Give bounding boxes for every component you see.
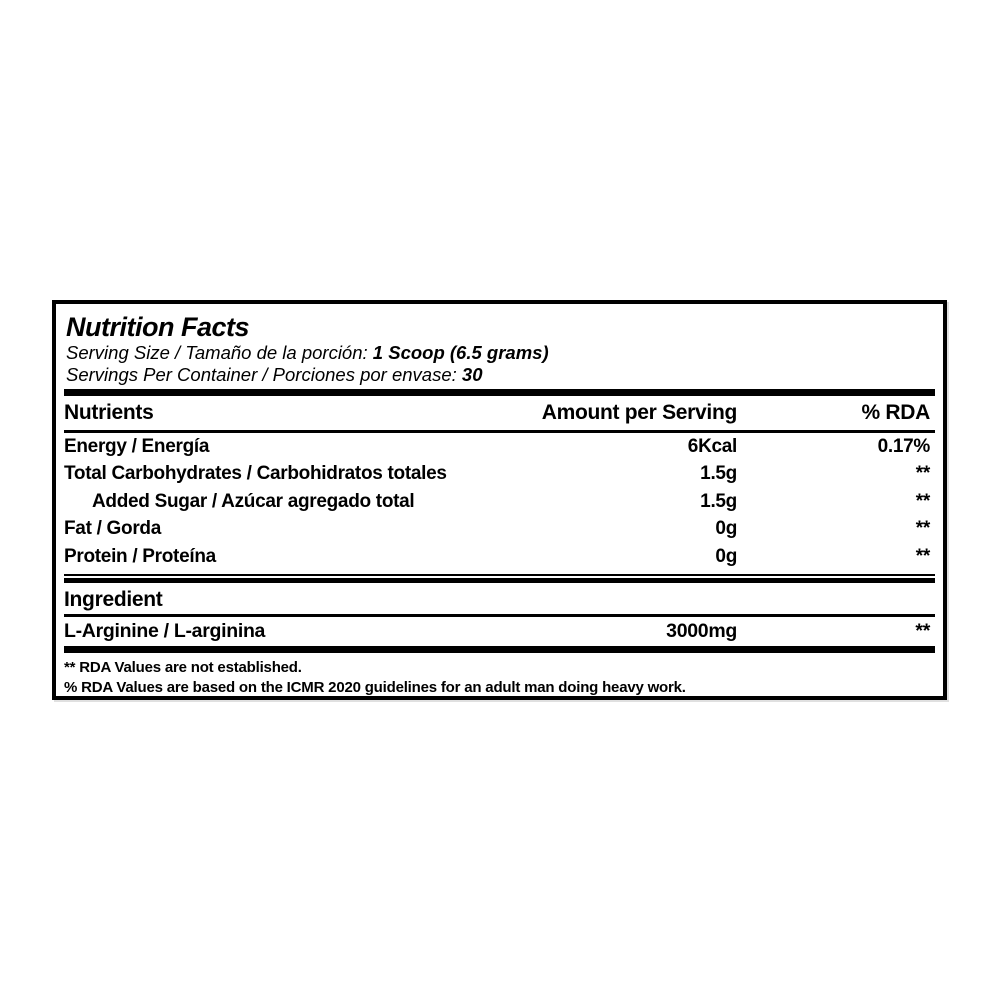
footnotes — [64, 659, 935, 697]
nutrient-name: Fat / Gorda — [64, 518, 161, 540]
table-row — [64, 461, 935, 489]
nutrient-amount: 0g — [715, 545, 737, 567]
thick-divider-top — [64, 389, 935, 396]
footnote-rda-not-established: ** RDA Values are not established. — [64, 658, 302, 676]
thick-divider-bottom — [64, 646, 935, 653]
table-row — [64, 488, 935, 516]
header-nutrients: Nutrients — [64, 401, 154, 424]
header-amount-per-serving: Amount per Serving — [541, 401, 737, 424]
serving-size-value: 1 Scoop (6.5 grams) — [372, 342, 549, 363]
nutrient-amount: 1.5g — [700, 490, 737, 512]
nutrient-rda: 0.17% — [877, 435, 930, 457]
table-header-row — [64, 396, 935, 430]
nutrient-name: Energy / Energía — [64, 435, 210, 457]
ingredient-rda: ** — [915, 619, 930, 642]
ingredient-row — [64, 617, 935, 646]
footnote-rda-basis: % RDA Values are based on the ICMR 2020 guidelines for an adult man doing heavy work. — [64, 678, 686, 696]
ingredient-name: L-Arginine / L-arginina — [64, 619, 266, 642]
nutrient-rda: ** — [915, 545, 930, 567]
nutrient-rda: ** — [915, 463, 930, 485]
servings-per-container-value: 30 — [461, 364, 483, 385]
nutrient-rda: ** — [915, 490, 930, 512]
nutrition-facts-panel — [52, 300, 947, 700]
nutrient-name: Protein / Proteína — [64, 545, 216, 567]
nutrition-facts-title: Nutrition Facts — [66, 312, 250, 342]
nutrient-amount: 0g — [715, 518, 737, 540]
nutrient-rda: ** — [915, 518, 930, 540]
nutrient-amount: 6Kcal — [687, 435, 737, 457]
nutrient-name: Added Sugar / Azúcar agregado total — [92, 490, 415, 512]
serving-size-line — [64, 342, 935, 364]
double-divider — [64, 574, 935, 583]
nutrient-amount: 1.5g — [700, 463, 737, 485]
table-row — [64, 433, 935, 461]
serving-size-label: Serving Size / Tamaño de la porción: — [66, 342, 368, 363]
ingredient-section-header: Ingredient — [64, 587, 163, 611]
nutrient-name: Total Carbohydrates / Carbohidratos totales — [64, 463, 447, 485]
servings-per-container-line — [64, 364, 935, 386]
header-percent-rda: % RDA — [861, 401, 930, 424]
table-row — [64, 516, 935, 544]
table-row — [64, 543, 935, 571]
ingredient-amount: 3000mg — [666, 619, 737, 642]
servings-per-container-label: Servings Per Container / Porciones por envase: — [66, 364, 457, 385]
